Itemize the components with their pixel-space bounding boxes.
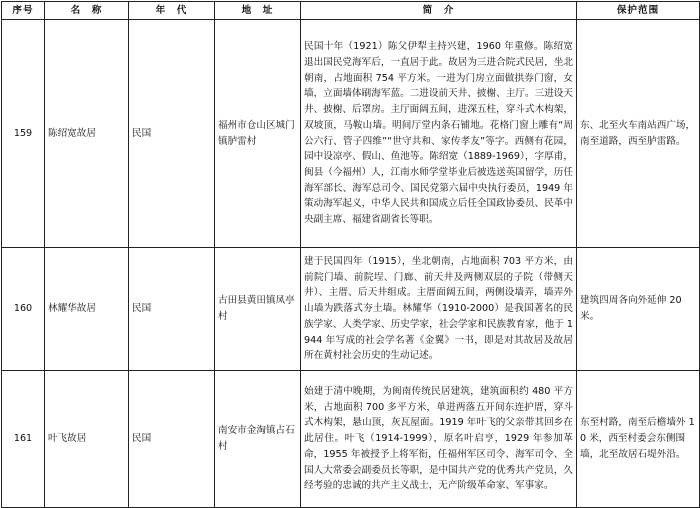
row-number: 161 <box>2 371 45 508</box>
table-row <box>2 20 700 248</box>
protection-scope: 东、北至火车南站西广场，南至道路，西至胪雷路。 <box>577 20 700 248</box>
site-era: 民国 <box>129 371 215 508</box>
site-introduction: 民国十年（1921）陈父伊犁主持兴建，1960 年重修。陈绍宽退出国民党海军后，一直居于此。故居为三进合院式民居，坐北朝南，占地面积 754 平方米。一进为门房立面做拱券门窗，女墙，立面墙体刷海军蓝。二进设前天井、披榭、主厅。三进设天井、披榭、后罩房。主厅面阔五间，进深五柱，穿斗式木构架，双坡顶，马鞍山墙。明间厅堂内条石铺地。花格门窗上雕有“周公六行、管子四维”“世守共和、家传孝友”等字。西侧有花园，园中设凉亭、假山、鱼池等。陈绍宽（1889-1969），字厚甫，闽县（今福州）人，江南水师学堂毕业后被选送英国留学，历任海军部长、海军总司令、国民党第六届中央执行委员，1949 年策动海军起义，中华人民共和国成立后任全国政协委员、民革中央副主席、福建省副省长等职。 <box>301 20 577 248</box>
header-era: 年 代 <box>129 2 215 20</box>
protection-scope: 东至村路，南至后檐墙外 10 米，西至村委会东侧围墙，北至故居石堤外沿。 <box>577 371 700 508</box>
site-introduction: 始建于清中晚期，为闽南传统民居建筑，建筑面积约 480 平方米，占地面积 700 多平方米，单进两落五开间东连护厝，穿斗式木构架，悬山顶，灰瓦屋面。1919 年叶飞的父亲带其回乡在此居住。叶飞（1914-1999），原名叶启亨，1929 年参加革命，1955 年被授予上将军衔，任福州军区司令、海军司令、全国人大常委会副委员长等职，是中国共产党的优秀共产党员，久经考验的忠诚的共产主义战士，无产阶级革命家、军事家。 <box>301 371 577 508</box>
site-name: 林耀华故居 <box>45 248 129 371</box>
table-row <box>2 371 700 508</box>
header-address: 地 址 <box>215 2 301 20</box>
site-address: 南安市金淘镇占石村 <box>215 371 301 508</box>
header-name: 名 称 <box>45 2 129 20</box>
site-era: 民国 <box>129 20 215 248</box>
row-number: 160 <box>2 248 45 371</box>
site-address: 古田县黄田镇凤亭村 <box>215 248 301 371</box>
table-row <box>2 248 700 371</box>
header-row <box>2 2 700 20</box>
header-no: 序号 <box>2 2 45 20</box>
protection-scope: 建筑四周各向外延伸 20 米。 <box>577 248 700 371</box>
site-introduction: 建于民国四年（1915），坐北朝南，占地面积 703 平方米，由前院门墙、前院埕、门廊、前天井及两侧双层的子院（带侧天井）、主厝、后天井组成。主厝面阔五间，两侧设墙弄，墙弄外山墙为跌落式夯土墙。林耀华（1910-2000）是我国著名的民族学家、人类学家、历史学家，社会学家和民族教育家，他于 1944 年写成的社会学名著《金翼》一书，即是对其故居及故居所在黄村社会历史的生动记述。 <box>301 248 577 371</box>
header-scope: 保护范围 <box>577 2 700 20</box>
site-name: 陈绍宽故居 <box>45 20 129 248</box>
site-address: 福州市仓山区城门镇胪雷村 <box>215 20 301 248</box>
header-intro: 简 介 <box>301 2 577 20</box>
site-era: 民国 <box>129 248 215 371</box>
site-name: 叶飞故居 <box>45 371 129 508</box>
heritage-sites-table <box>1 1 700 508</box>
row-number: 159 <box>2 20 45 248</box>
